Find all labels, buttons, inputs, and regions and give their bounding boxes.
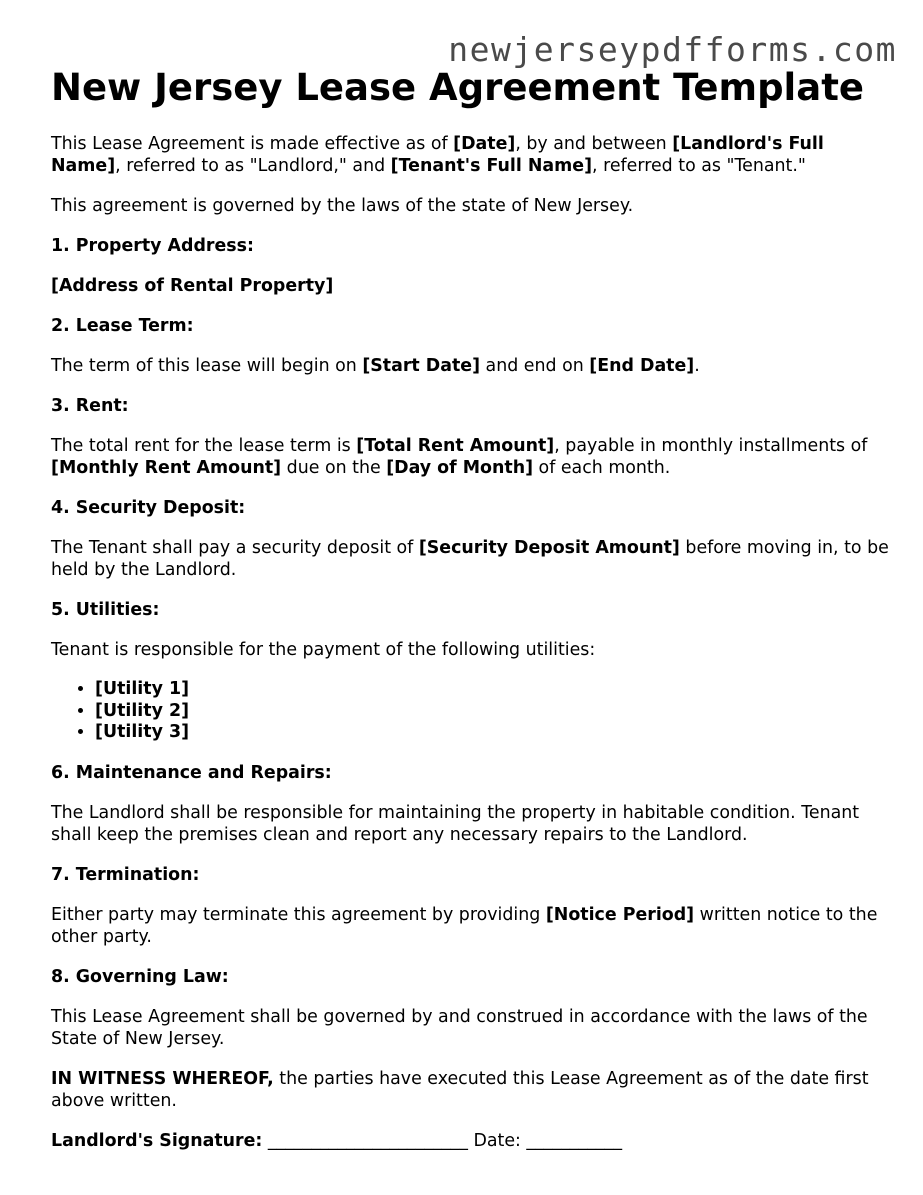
lease-term-text-2: and end on — [480, 356, 590, 376]
section-4-heading: 4. Security Deposit: — [51, 498, 246, 518]
deposit-amount-placeholder: [Security Deposit Amount] — [418, 538, 680, 558]
signature-label: Landlord's Signature: — [51, 1130, 263, 1151]
lease-term-paragraph — [51, 355, 891, 377]
section-7-heading: 7. Termination: — [51, 864, 200, 885]
intro-text-2: , by and between — [515, 134, 673, 154]
property-address-placeholder — [51, 275, 891, 297]
utility-item: • [Utility 1] — [95, 679, 891, 701]
day-of-month-placeholder: [Day of Month] — [386, 458, 534, 478]
termination-text-1: Either party may terminate this agreement by providing — [51, 904, 546, 925]
section-6-heading: 6. Maintenance and Repairs: — [51, 762, 332, 783]
address-placeholder: [Address of Rental Property] — [51, 276, 334, 296]
rent-text-2: , payable in monthly installments of — [554, 436, 868, 456]
utility-item: • [Utility 3] — [95, 722, 891, 744]
date-placeholder: [Date] — [453, 134, 516, 154]
end-date-placeholder: [End Date] — [589, 356, 695, 376]
deposit-paragraph — [51, 537, 891, 581]
termination-text-2: written notice to the other party. — [51, 904, 878, 947]
termination-paragraph — [51, 904, 891, 948]
section-1-heading: 1. Property Address: — [51, 236, 254, 256]
utility-item: • [Utility 2] — [95, 701, 891, 723]
rent-paragraph — [51, 435, 891, 479]
document-title: New Jersey Lease Agreement Template — [51, 66, 864, 109]
tenant-name-placeholder: [Tenant's Full Name] — [390, 156, 593, 176]
intro-paragraph — [51, 133, 891, 177]
utilities-paragraph: Tenant is responsible for the payment of the following utilities: — [51, 640, 596, 660]
governing-law-paragraph: This Lease Agreement shall be governed by and construed in accordance with the laws of the State of New Jersey. — [51, 1006, 868, 1049]
section-3-heading: 3. Rent: — [51, 396, 129, 416]
signature-line — [51, 1130, 891, 1152]
document-page — [51, 64, 891, 1170]
witness-bold: IN WITNESS WHEREOF, — [51, 1068, 274, 1089]
monthly-rent-placeholder: [Monthly Rent Amount] — [51, 458, 282, 478]
landlord-name-placeholder: [Landlord's Full Name] — [51, 134, 824, 176]
signature-blank: _______________________ — [262, 1130, 474, 1151]
intro-text-3: , referred to as "Landlord," and — [115, 156, 391, 176]
rent-text-3: due on the — [281, 458, 387, 478]
maintenance-paragraph: The Landlord shall be responsible for maintaining the property in habitable condition. Tenant shall keep the premises clean and report any necessary repairs to the Landlord. — [51, 802, 860, 845]
start-date-placeholder: [Start Date] — [362, 356, 481, 376]
lease-term-text-3: . — [694, 356, 700, 376]
utilities-list — [51, 679, 891, 744]
witness-paragraph — [51, 1068, 891, 1112]
witness-text: the parties have executed this Lease Agreement as of the date first above written. — [51, 1068, 869, 1111]
deposit-text-2: before moving in, to be held by the Landlord. — [51, 538, 889, 580]
governed-paragraph: This agreement is governed by the laws of the state of New Jersey. — [51, 196, 634, 216]
lease-term-text-1: The term of this lease will begin on — [51, 356, 363, 376]
section-8-heading: 8. Governing Law: — [51, 966, 229, 987]
rent-text-1: The total rent for the lease term is — [51, 436, 357, 456]
intro-text-1: This Lease Agreement is made effective as of — [51, 134, 454, 154]
section-5-heading: 5. Utilities: — [51, 600, 160, 620]
signature-date: Date: ___________ — [473, 1130, 623, 1151]
rent-text-4: of each month. — [533, 458, 671, 478]
total-rent-placeholder: [Total Rent Amount] — [356, 436, 555, 456]
intro-text-4: , referred to as "Tenant." — [592, 156, 806, 176]
section-2-heading: 2. Lease Term: — [51, 316, 194, 336]
deposit-text-1: The Tenant shall pay a security deposit of — [51, 538, 419, 558]
notice-period-placeholder: [Notice Period] — [545, 904, 695, 925]
watermark: newjerseypdfforms.com — [448, 30, 897, 69]
